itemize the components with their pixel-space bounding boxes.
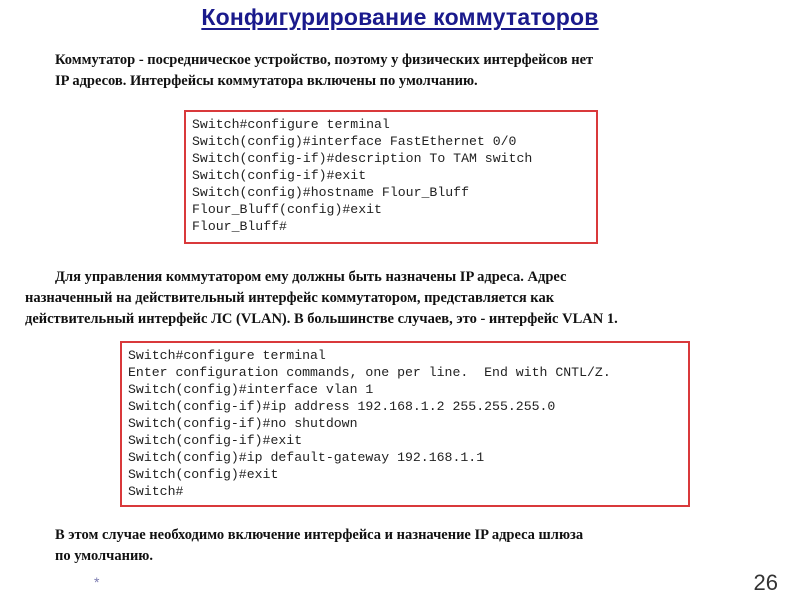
- code-line: Enter configuration commands, one per line. End with CNTL/Z.: [128, 365, 611, 380]
- code-line: Switch#configure terminal: [128, 348, 326, 363]
- code-block-hostname: [184, 110, 598, 244]
- management-line-2: назначенный на действительный интерфейс коммутатором, представляется как: [25, 290, 555, 306]
- management-paragraph: [25, 267, 785, 330]
- code-line: Flour_Bluff#: [192, 219, 287, 234]
- code-line: Switch(config-if)#no shutdown: [128, 416, 358, 431]
- outro-line-2: по умолчанию.: [55, 548, 154, 564]
- code-line: Switch(config)#exit: [128, 467, 279, 482]
- code-block-vlan: [120, 341, 690, 507]
- code-line: Switch(config-if)#description To TAM switch: [192, 151, 533, 166]
- code-line: Switch(config-if)#exit: [128, 433, 303, 448]
- page-number: 26: [753, 570, 778, 595]
- footer-marker: *: [94, 574, 100, 590]
- code-line: Switch#: [128, 484, 184, 499]
- code-line: Switch(config)#ip default-gateway 192.168.1.1: [128, 450, 485, 465]
- outro-paragraph: [55, 525, 755, 567]
- outro-line-1: В этом случае необходимо включение интерфейса и назначение IP адреса шлюза: [55, 527, 584, 543]
- code-line: Flour_Bluff(config)#exit: [192, 202, 382, 217]
- intro-line-2: IP адресов. Интерфейсы коммутатора включены по умолчанию.: [55, 73, 478, 89]
- management-line-1: Для управления коммутатором ему должны быть назначены IP адреса. Адрес: [55, 269, 567, 285]
- intro-paragraph: [55, 50, 755, 92]
- slide-title: Конфигурирование коммутаторов: [201, 4, 599, 30]
- code-line: Switch#configure terminal: [192, 117, 390, 132]
- code-line: Switch(config-if)#exit: [192, 168, 367, 183]
- management-line-3: действительный интерфейс ЛС (VLAN). В большинстве случаев, это - интерфейс VLAN 1.: [25, 311, 618, 327]
- intro-line-1: Коммутатор - посредническое устройство, поэтому у физических интерфейсов нет: [55, 52, 594, 68]
- code-line: Switch(config)#interface FastEthernet 0/0: [192, 134, 517, 149]
- code-line: Switch(config-if)#ip address 192.168.1.2 255.255.255.0: [128, 399, 556, 414]
- code-line: Switch(config)#interface vlan 1: [128, 382, 374, 397]
- code-line: Switch(config)#hostname Flour_Bluff: [192, 185, 469, 200]
